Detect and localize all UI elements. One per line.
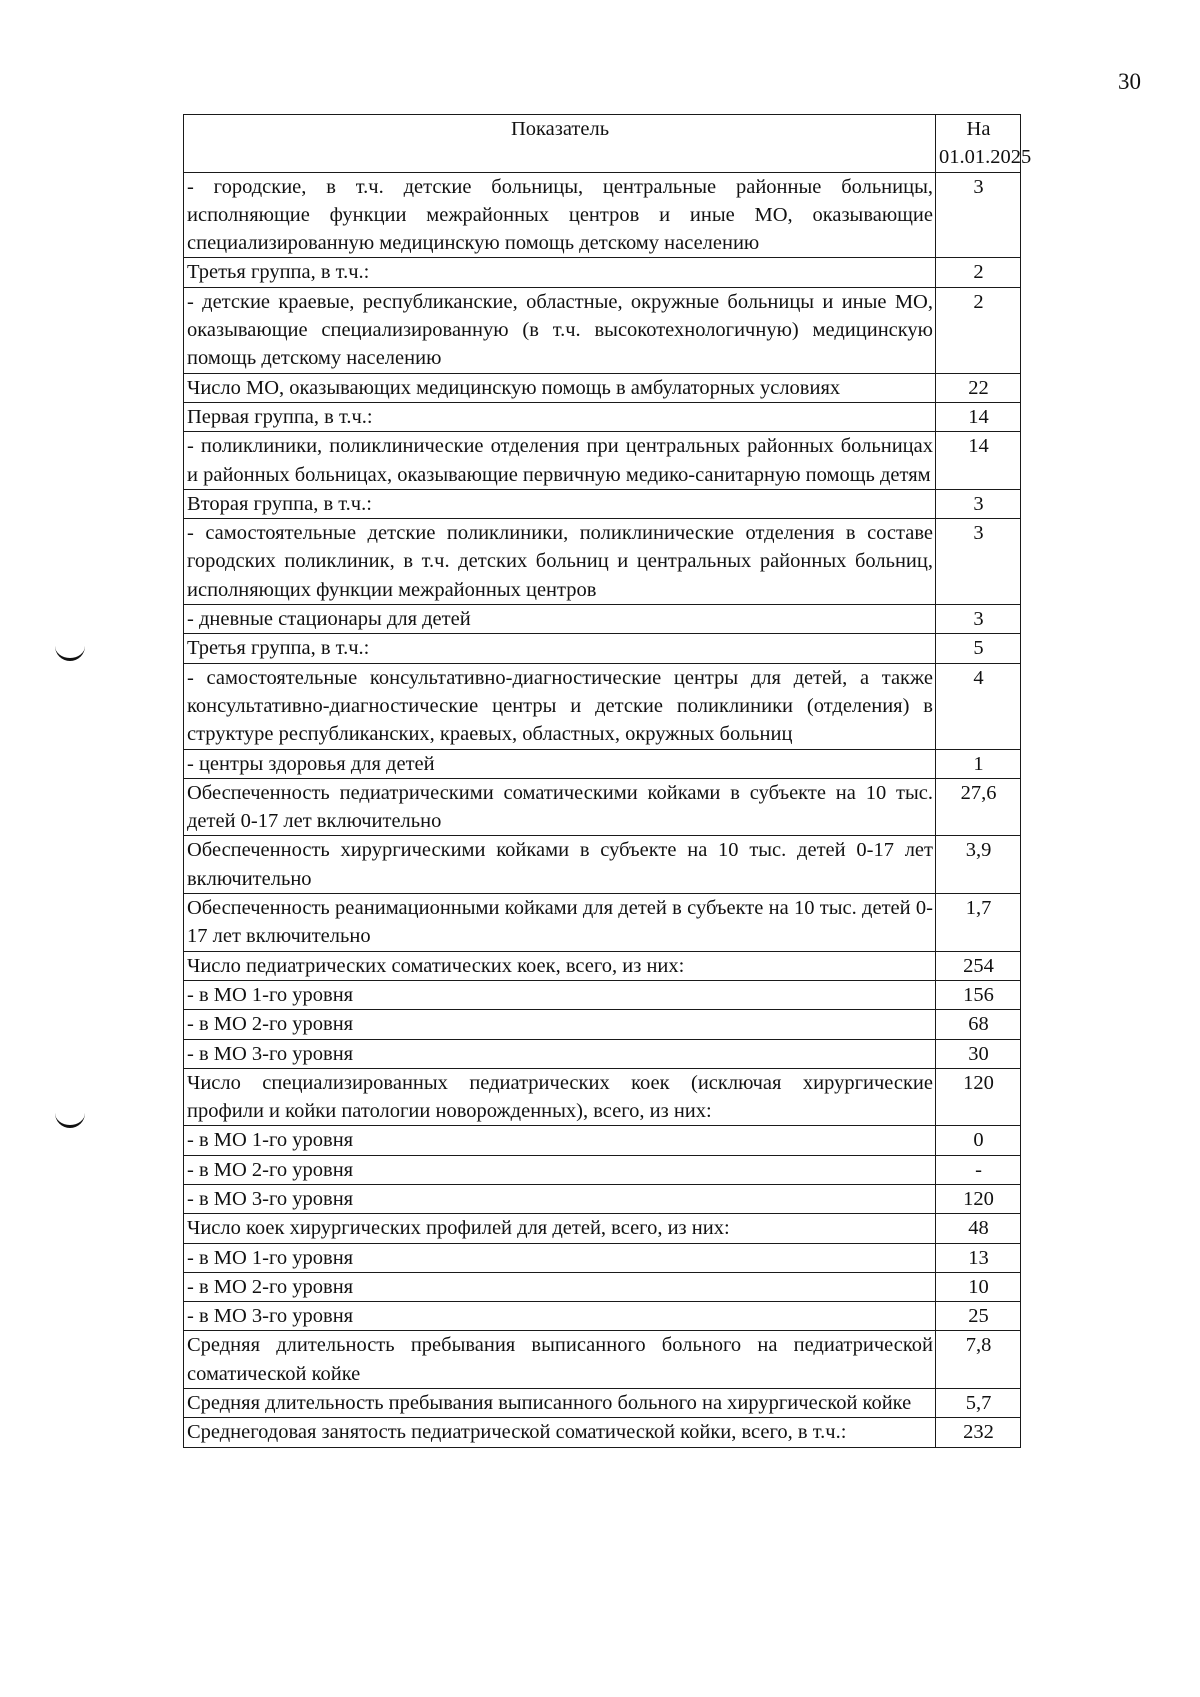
row-value: 232: [936, 1418, 1021, 1447]
row-value: 13: [936, 1243, 1021, 1272]
row-value: 156: [936, 980, 1021, 1009]
row-label: Число МО, оказывающих медицинскую помощь в амбулаторных условиях: [184, 373, 936, 402]
table-row: [184, 951, 1021, 980]
row-value: 3: [936, 172, 1021, 258]
table-row: [184, 519, 1021, 605]
table-row: [184, 1302, 1021, 1331]
row-value: 120: [936, 1184, 1021, 1213]
row-label: - самостоятельные детские поликлиники, поликлинические отделения в составе городских поликлиник, в т.ч. детских больниц и центральных районных больниц, исполняющих функции межрайонных центров: [184, 519, 936, 605]
row-value: 22: [936, 373, 1021, 402]
table-row: [184, 605, 1021, 634]
header-date: На 01.01.2025: [936, 115, 1021, 173]
row-value: 5,7: [936, 1389, 1021, 1418]
table-row: [184, 373, 1021, 402]
row-value: 2: [936, 258, 1021, 287]
row-value: 10: [936, 1272, 1021, 1301]
row-label: Третья группа, в т.ч.:: [184, 258, 936, 287]
row-value: 30: [936, 1039, 1021, 1068]
row-label: - в МО 1-го уровня: [184, 1243, 936, 1272]
row-value: -: [936, 1155, 1021, 1184]
row-label: - в МО 3-го уровня: [184, 1039, 936, 1068]
row-label: Обеспеченность педиатрическими соматическими койками в субъекте на 10 тыс. детей 0-17 лет включительно: [184, 778, 936, 836]
row-label: Третья группа, в т.ч.:: [184, 634, 936, 663]
table-row: [184, 778, 1021, 836]
row-label: - центры здоровья для детей: [184, 749, 936, 778]
row-label: Число специализированных педиатрических коек (исключая хирургические профили и койки патологии новорожденных), всего, из них:: [184, 1068, 936, 1126]
row-value: 1,7: [936, 894, 1021, 952]
table-row: [184, 1331, 1021, 1389]
table-row: [184, 1389, 1021, 1418]
table-row: [184, 1418, 1021, 1447]
table-row: [184, 1155, 1021, 1184]
row-label: - в МО 2-го уровня: [184, 1272, 936, 1301]
row-label: - дневные стационары для детей: [184, 605, 936, 634]
row-label: - в МО 2-го уровня: [184, 1010, 936, 1039]
row-label: Вторая группа, в т.ч.:: [184, 489, 936, 518]
table-row: [184, 663, 1021, 749]
table-header-row: [184, 115, 1021, 173]
row-label: Первая группа, в т.ч.:: [184, 402, 936, 431]
row-label: Средняя длительность пребывания выписанного больного на педиатрической соматической койке: [184, 1331, 936, 1389]
row-label: - в МО 1-го уровня: [184, 1126, 936, 1155]
page-number: 30: [1118, 69, 1141, 94]
margin-pen-mark: [55, 1113, 85, 1128]
table-row: [184, 489, 1021, 518]
row-label: - в МО 1-го уровня: [184, 980, 936, 1009]
row-label: - в МО 3-го уровня: [184, 1184, 936, 1213]
row-value: 25: [936, 1302, 1021, 1331]
row-label: - детские краевые, республиканские, областные, окружные больницы и иные МО, оказывающие специализированную (в т.ч. высокотехнологичную) медицинскую помощь детскому населению: [184, 287, 936, 373]
row-value: 27,6: [936, 778, 1021, 836]
table-row: [184, 1126, 1021, 1155]
row-value: 14: [936, 402, 1021, 431]
row-value: 48: [936, 1214, 1021, 1243]
row-value: 14: [936, 432, 1021, 490]
table-row: [184, 432, 1021, 490]
row-label: Обеспеченность хирургическими койками в субъекте на 10 тыс. детей 0-17 лет включительно: [184, 836, 936, 894]
row-value: 0: [936, 1126, 1021, 1155]
row-value: 4: [936, 663, 1021, 749]
row-value: 3: [936, 605, 1021, 634]
row-value: 68: [936, 1010, 1021, 1039]
table-row: [184, 749, 1021, 778]
row-label: Среднегодовая занятость педиатрической соматической койки, всего, в т.ч.:: [184, 1418, 936, 1447]
table-row: [184, 1184, 1021, 1213]
row-label: - поликлиники, поликлинические отделения при центральных районных больницах и районных больницах, оказывающие первичную медико-санитарную помощь детям: [184, 432, 936, 490]
indicators-table: [183, 114, 1032, 1448]
header-indicator: Показатель: [184, 115, 936, 173]
table-row: [184, 1243, 1021, 1272]
row-label: Средняя длительность пребывания выписанного больного на хирургической койке: [184, 1389, 936, 1418]
table-body: [184, 172, 1021, 1447]
margin-pen-mark: [55, 646, 85, 661]
row-value: 7,8: [936, 1331, 1021, 1389]
row-value: 5: [936, 634, 1021, 663]
table-row: [184, 634, 1021, 663]
row-label: - в МО 3-го уровня: [184, 1302, 936, 1331]
row-value: 3: [936, 519, 1021, 605]
row-value: 2: [936, 287, 1021, 373]
row-value: 1: [936, 749, 1021, 778]
table-row: [184, 1068, 1021, 1126]
table-row: [184, 287, 1021, 373]
row-value: 120: [936, 1068, 1021, 1126]
table-row: [184, 402, 1021, 431]
row-label: Обеспеченность реанимационными койками для детей в субъекте на 10 тыс. детей 0-17 лет включительно: [184, 894, 936, 952]
table-row: [184, 1010, 1021, 1039]
row-label: Число педиатрических соматических коек, всего, из них:: [184, 951, 936, 980]
row-value: 3,9: [936, 836, 1021, 894]
row-label: - городские, в т.ч. детские больницы, центральные районные больницы, исполняющие функции межрайонных центров и иные МО, оказывающие специализированную медицинскую помощь детскому населению: [184, 172, 936, 258]
table-row: [184, 1272, 1021, 1301]
row-value: 254: [936, 951, 1021, 980]
row-label: - самостоятельные консультативно-диагностические центры для детей, а также консультативно-диагностические центры и детские поликлиники (отделения) в структуре республиканских, краевых, областных, окружных больниц: [184, 663, 936, 749]
row-label: - в МО 2-го уровня: [184, 1155, 936, 1184]
row-value: 3: [936, 489, 1021, 518]
table-row: [184, 836, 1021, 894]
table-row: [184, 1039, 1021, 1068]
table-row: [184, 258, 1021, 287]
row-label: Число коек хирургических профилей для детей, всего, из них:: [184, 1214, 936, 1243]
table-row: [184, 894, 1021, 952]
table-row: [184, 172, 1021, 258]
table-row: [184, 980, 1021, 1009]
table-row: [184, 1214, 1021, 1243]
